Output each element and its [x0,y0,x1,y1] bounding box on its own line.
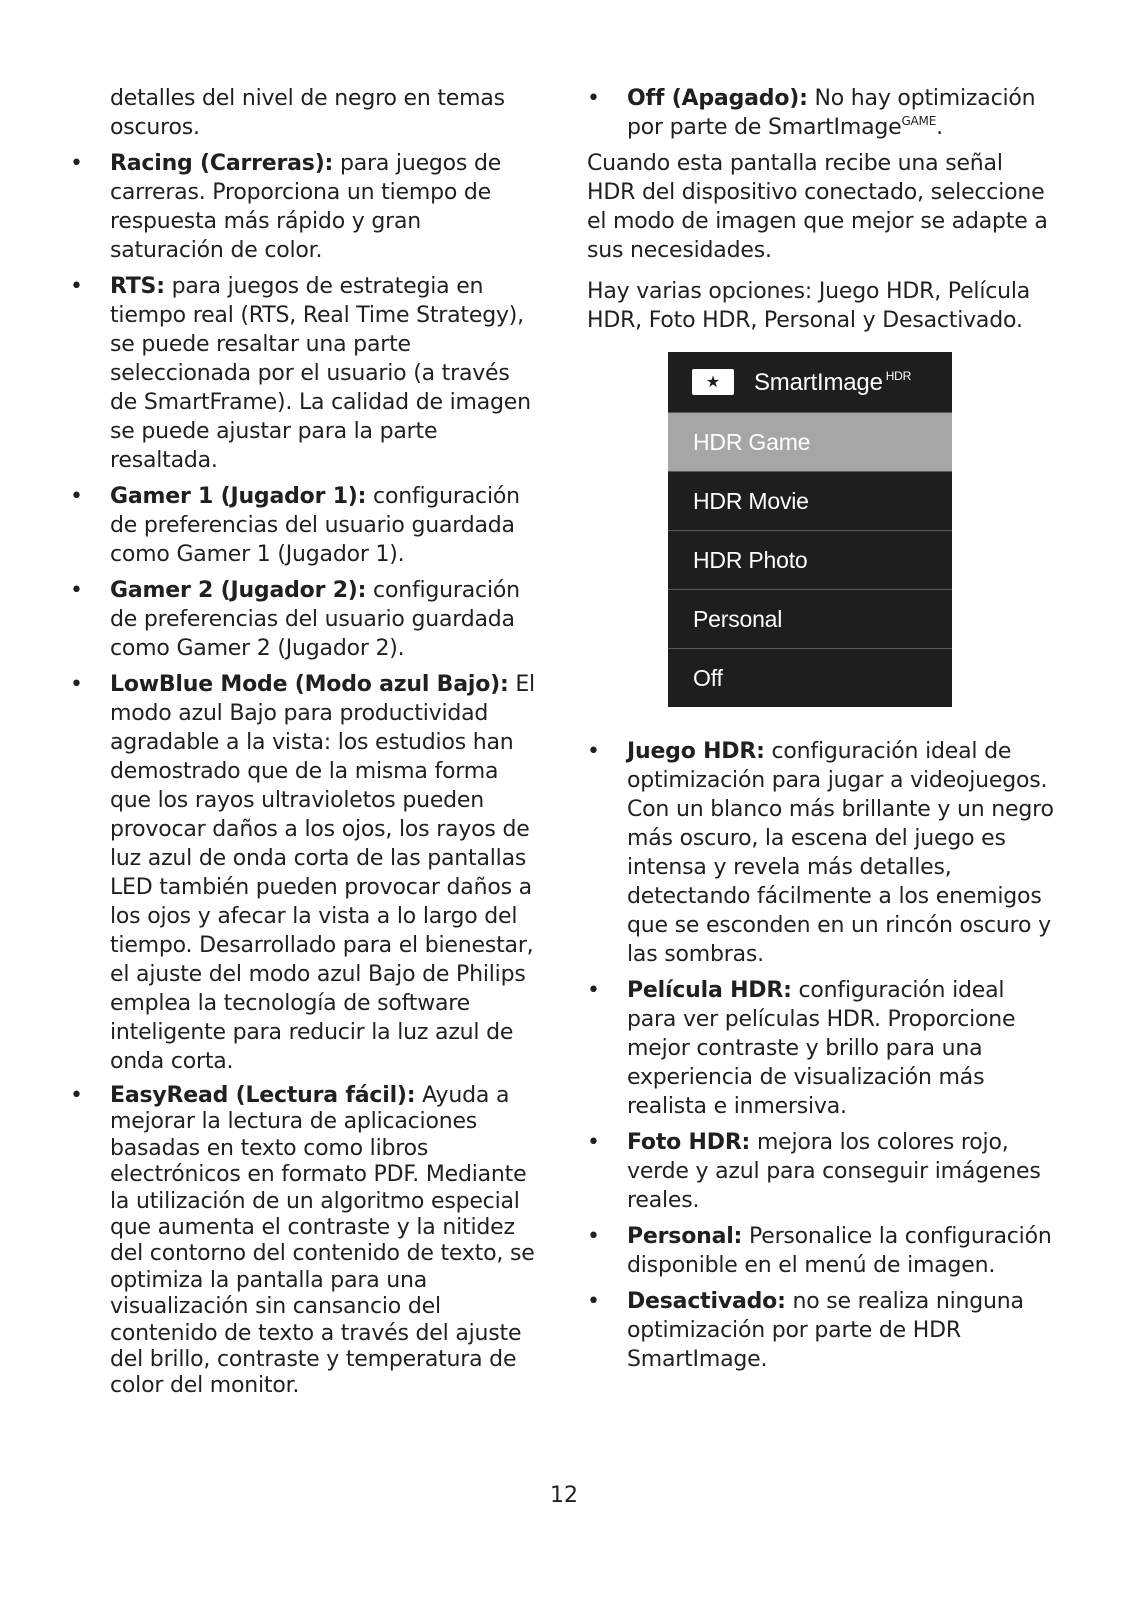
bullet-icon: • [70,151,83,176]
list-item [587,976,1057,1121]
item-end: . [936,115,943,140]
bullet-icon: • [70,578,83,603]
bullet-icon: • [70,672,83,697]
item-term: EasyRead (Lectura fácil): [110,1083,416,1108]
superscript: GAME [901,114,937,128]
item-term: Gamer 1 (Jugador 1): [110,484,367,509]
left-bullet-list [70,149,540,1400]
bullet-icon: • [70,484,83,509]
item-text: El modo azul Bajo para productividad agradable a la vista: los estudios han demostrado que de la misma forma que los rayos ultravioletos pueden provocar daños a los ojos, los rayos de luz azul de onda corta de las pantallas LED también pueden provocar daños a los ojos y afecar la vista a lo largo del tiempo. Desarrollado para el bienestar, el ajuste del modo azul Bajo de Philips emplea la tecnología de software inteligente para reducir la luz azul de onda corta. [110,672,535,1074]
item-term: Película HDR: [627,978,792,1003]
bullet-icon: • [70,274,83,299]
bullet-icon: • [587,978,600,1003]
item-text: no se realiza ninguna optimización por parte de HDR SmartImage. [627,1289,1024,1372]
item-term: RTS: [110,274,165,299]
menu-item-hdr-photo[interactable]: HDR Photo [668,531,952,590]
right-bullet-list [587,737,1057,1374]
hdr-options-paragraph: Hay varias opciones: Juego HDR, Película HDR, Foto HDR, Personal y Desactivado. [587,279,1031,333]
off-bullet-list [587,84,1057,142]
smartimage-hdr-menu [668,352,952,707]
hdr-intro-paragraph: Cuando esta pantalla recibe una señal HDR del dispositivo conectado, seleccione el modo de imagen que mejor se adapte a sus necesidades. [587,151,1048,263]
item-term: Racing (Carreras): [110,151,334,176]
list-item [70,1083,540,1400]
list-item [587,1222,1057,1280]
bullet-icon: • [70,1083,83,1108]
menu-item-hdr-game[interactable]: HDR Game [668,413,952,472]
list-item [70,272,540,475]
list-item [70,149,540,265]
list-item [587,737,1057,969]
item-text: mejora los colores rojo, verde y azul para conseguir imágenes reales. [627,1130,1041,1213]
item-term: LowBlue Mode (Modo azul Bajo): [110,672,509,697]
bullet-icon: • [587,1130,600,1155]
item-term: Juego HDR: [627,739,765,764]
menu-title: SmartImage $^{HDR}$ [754,368,912,396]
left-column [70,84,540,1407]
bullet-icon: • [587,1289,600,1314]
bullet-icon: • [587,1224,600,1249]
list-item [587,84,1057,142]
menu-item-hdr-movie[interactable]: HDR Movie [668,472,952,531]
item-text: configuración ideal de optimización para jugar a videojuegos. Con un blanco más brillante y un negro más oscuro, la escena del juego es intensa y revela más detalles, detectando fácilmente a los enemigos que se esconden en un rincón oscuro y las sombras. [627,739,1054,967]
item-text: configuración de preferencias del usuario guardada como Gamer 2 (Jugador 2). [110,578,520,661]
item-text: para juegos de carreras. Proporciona un tiempo de respuesta más rápido y gran saturación de color. [110,151,502,263]
star-icon: ★ [692,369,734,395]
right-column [587,84,1057,1381]
bullet-icon: • [587,739,600,764]
item-text: para juegos de estrategia en tiempo real (RTS, Real Time Strategy), se puede resaltar una parte seleccionada por el usuario (a través de SmartFrame). La calidad de imagen se puede ajustar para la parte resaltada. [110,274,531,473]
item-term: Gamer 2 (Jugador 2): [110,578,367,603]
list-item [70,482,540,569]
item-term: Foto HDR: [627,1130,751,1155]
item-text: Personalice la configuración disponible en el menú de imagen. [627,1224,1052,1278]
menu-item-off[interactable]: Off [693,664,723,691]
item-term: Personal: [627,1224,743,1249]
list-item [587,1128,1057,1215]
bullet-icon: • [587,86,600,111]
item-text: No hay optimización por parte de SmartImage [627,86,1036,140]
item-text: configuración ideal para ver películas HDR. Proporcione mejor contraste y brillo para una experiencia de visualización más realista e inmersiva. [627,978,1016,1119]
item-text: configuración de preferencias del usuario guardada como Gamer 1 (Jugador 1). [110,484,520,567]
page-number: 12 [550,1483,578,1508]
list-item [587,1287,1057,1374]
item-text: Ayuda a mejorar la lectura de aplicaciones basadas en texto como libros electrónicos en formato PDF. Mediante la utilización de un algoritmo especial que aumenta el contraste y la nitidez del contorno del contenido de texto, se optimiza la pantalla para una visualización sin cansancio del contenido de texto a través del ajuste del brillo, contraste y temperatura de color del monitor. [110,1083,535,1399]
list-item [70,576,540,663]
menu-header [668,352,952,413]
intro-continuation: detalles del nivel de negro en temas oscuros. [110,86,505,140]
menu-title-superscript: HDR [885,368,912,383]
item-term: Desactivado: [627,1289,786,1314]
list-item [70,670,540,1076]
menu-item-personal[interactable]: Personal [668,590,952,649]
item-term: Off (Apagado): [627,86,808,111]
